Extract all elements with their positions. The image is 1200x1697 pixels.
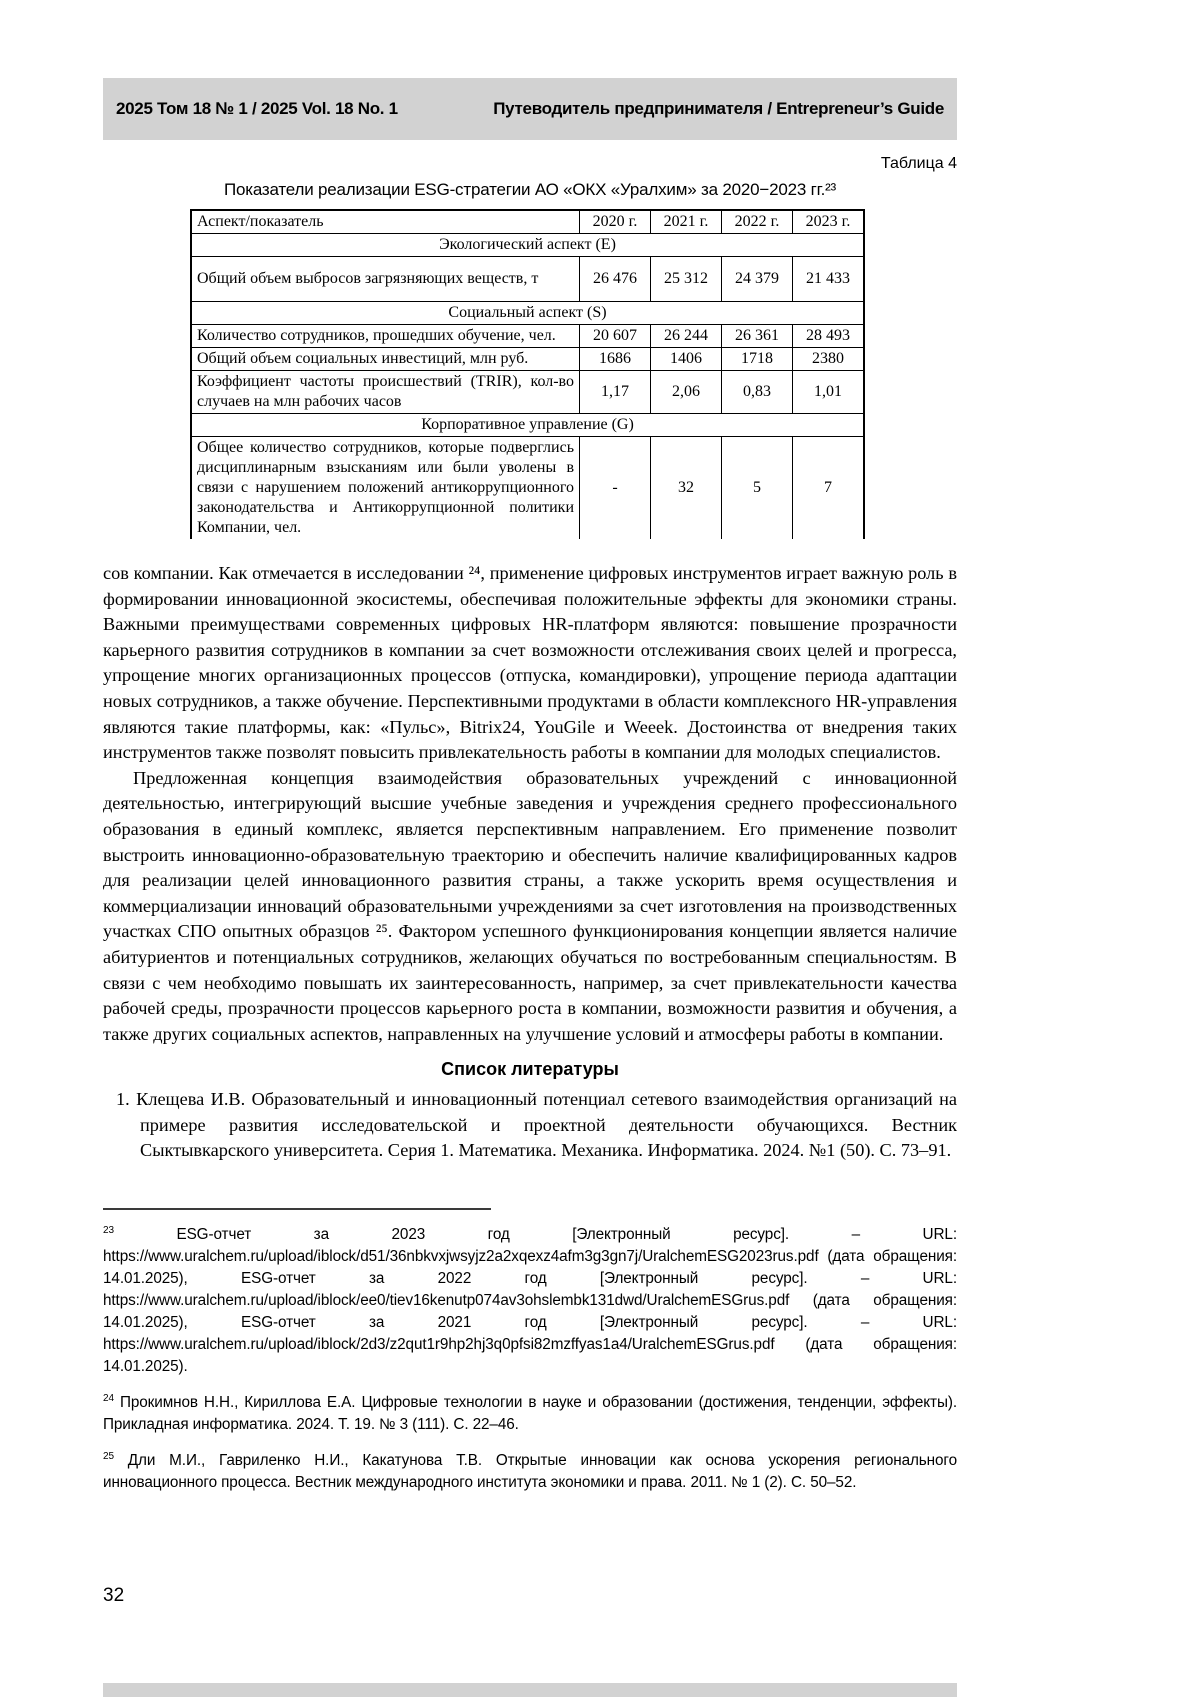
esg-table-body bbox=[191, 234, 864, 540]
row-value: 20 607 bbox=[580, 325, 651, 348]
row-value: 2,06 bbox=[651, 371, 722, 414]
row-label: Общий объем выбросов загрязняющих веществ, т bbox=[191, 257, 580, 302]
section-label: Корпоративное управление (G) bbox=[191, 414, 864, 437]
row-value: 28 493 bbox=[793, 325, 865, 348]
row-value: 26 476 bbox=[580, 257, 651, 302]
col-header-year: 2022 г. bbox=[722, 210, 793, 234]
table-row bbox=[191, 437, 864, 540]
esg-table-head bbox=[191, 210, 864, 234]
reference-number: 1. bbox=[116, 1089, 137, 1110]
table-row bbox=[191, 325, 864, 348]
row-value: 25 312 bbox=[651, 257, 722, 302]
table-section-row bbox=[191, 302, 864, 325]
row-label: Количество сотрудников, прошедших обучение, чел. bbox=[191, 325, 580, 348]
reference-text: Клещева И.В. Образовательный и инновационный потенциал сетевого взаимодействия организаций на примере развития исследовательской и проектной деятельности обучающихся. Вестник Сыктывкарского университета. Серия 1. Математика. Механика. Информатика. 2024. №1 (50). С. 73–91. bbox=[136, 1089, 957, 1161]
row-value: 0,83 bbox=[722, 371, 793, 414]
row-label: Общий объем социальных инвестиций, млн руб. bbox=[191, 348, 580, 371]
row-value: 1686 bbox=[580, 348, 651, 371]
row-value: 5 bbox=[722, 437, 793, 540]
row-value: - bbox=[580, 437, 651, 540]
row-value: 26 244 bbox=[651, 325, 722, 348]
footnote-divider bbox=[103, 1208, 491, 1210]
footnote: $^{25}$ Дли М.И., Гавриленко Н.И., Какатунова Т.В. Открытые инновации как основа ускорения регионального инновационного процесса. Вестник международного института экономики и права. 2011. № 1 (2). С. 50–52. bbox=[103, 1450, 957, 1491]
paragraph: сов компании. Как отмечается в исследовании ²⁴, применение цифровых инструментов играет важную роль в формировании инновационной экосистемы, обеспечивая положительные эффекты для экономики страны. Важными преимуществами современных цифровых HR-платформ являются: повышение прозрачности карьерного развития сотрудников в компании за счет возможности отслеживания своих целей и прогресса, упрощение многих организационных процессов (отпуска, командировки), упрощение периода адаптации новых сотрудников, а также обучение. Перспективными продуктами в области комплексного HR-управления являются такие платформы, как: «Пульс», Bitrix24, YouGile и Weeek. Достоинства от внедрения таких инструментов также позволят повысить привлекательность работы в компании для молодых специалистов. bbox=[103, 563, 957, 763]
table-row bbox=[191, 257, 864, 302]
section-label: Экологический аспект (Е) bbox=[191, 234, 864, 257]
footnote-marker: 25 bbox=[103, 1450, 114, 1462]
row-value: 32 bbox=[651, 437, 722, 540]
col-header-year: 2021 г. bbox=[651, 210, 722, 234]
paragraph: Предложенная концепция взаимодействия образовательных учреждений с инновационной деятельностью, интегрирующий высшие учебные заведения и учреждения среднего профессионального образования в единый комплекс, является перспективным направлением. Его применение позволит выстроить инновационно-образовательную траекторию и обеспечить наличие квалифицированных кадров для реализации целей инновационного развития страны, а также ускорить время осуществления и коммерциализации инноваций образовательными учреждениями за счет изготовления на производственных участках СПО опытных образцов ²⁵. Фактором успешного функционирования концепции является наличие абитуриентов и потенциальных сотрудников, желающих обучаться по востребованным специальностям. В связи с чем необходимо повышать их заинтересованность, например, за счет привлекательности качества рабочей среды, прозрачности процессов карьерного роста в компании, возможности развития и обучения, а также других социальных аспектов, направленных на улучшение условий и атмосферы работы в компании. bbox=[103, 767, 957, 1044]
row-value: 26 361 bbox=[722, 325, 793, 348]
col-header-year: 2023 г. bbox=[793, 210, 865, 234]
reference-item bbox=[103, 1087, 957, 1163]
header-volume-info: 2025 Том 18 № 1 / 2025 Vol. 18 No. 1 bbox=[116, 99, 398, 118]
footnote: $^{24}$ Прокимнов Н.Н., Кириллова Е.А. Цифровые технологии в науке и образовании (достижения, тенденции, эффекты). Прикладная информатика. 2024. Т. 19. № 3 (111). С. 22–46. bbox=[103, 1392, 957, 1433]
row-value: 1,01 bbox=[793, 371, 865, 414]
running-header bbox=[103, 78, 957, 140]
section-label: Социальный аспект (S) bbox=[191, 302, 864, 325]
row-value: 2380 bbox=[793, 348, 865, 371]
row-value: 21 433 bbox=[793, 257, 865, 302]
table-row bbox=[191, 348, 864, 371]
header-journal-title: Путеводитель предпринимателя / Entrepreneur’s Guide bbox=[493, 99, 944, 118]
table-section-row bbox=[191, 414, 864, 437]
col-header-year: 2020 г. bbox=[580, 210, 651, 234]
esg-table bbox=[190, 209, 865, 539]
row-value: 7 bbox=[793, 437, 865, 540]
row-label: Общее количество сотрудников, которые подверглись дисциплинарным взысканиям или были уволены в связи с нарушением положений антикоррупционного законодательства и Антикоррупционной политики Компании, чел. bbox=[191, 437, 580, 540]
body-text bbox=[103, 561, 957, 1047]
footnotes bbox=[103, 1220, 957, 1494]
col-header-aspect: Аспект/показатель bbox=[191, 210, 580, 234]
references-heading: Список литературы bbox=[441, 1059, 619, 1080]
footer-bar bbox=[103, 1683, 957, 1697]
esg-table-header-row bbox=[191, 210, 864, 234]
row-label: Коэффициент частоты происшествий (TRIR), кол-во случаев на млн рабочих часов bbox=[191, 371, 580, 414]
table-row bbox=[191, 371, 864, 414]
table-section-row bbox=[191, 234, 864, 257]
footnote-marker: 23 bbox=[103, 1224, 114, 1236]
reference-list bbox=[103, 1087, 957, 1163]
table-caption: Таблица 4 bbox=[880, 155, 957, 172]
table-title: Показатели реализации ESG-стратегии АО «ОКХ «Уралхим» за 2020−2023 гг.²³ bbox=[223, 180, 837, 199]
page-number: 32 bbox=[103, 1585, 125, 1606]
row-value: 1718 bbox=[722, 348, 793, 371]
row-value: 1406 bbox=[651, 348, 722, 371]
row-value: 1,17 bbox=[580, 371, 651, 414]
row-value: 24 379 bbox=[722, 257, 793, 302]
footnote-marker: 24 bbox=[103, 1392, 114, 1404]
footnote: $^{23}$ ESG-отчет за 2023 год [Электронный ресурс]. – URL: https://www.uralchem.ru/upload/iblock/d51/36nbkvxjwsyjz2a2xqexz4afm3g3gn7j/UralchemESG2023rus.pdf (дата обращения: 14.01.2025), ESG-отчет за 2022 год [Электронный ресурс]. – URL: https://www.uralchem.ru/upload/iblock/ee0/tiev16kenutp074av3ohslembk131dwd/UralchemESGrus.pdf (дата обращения: 14.01.2025), ESG-отчет за 2021 год [Электронный ресурс]. – URL: https://www.uralchem.ru/upload/iblock/2d3/z2qut1r9hp2hj3q0pfsi82mzffyas1a4/UralchemESGrus.pdf (дата обращения: 14.01.2025). bbox=[103, 1224, 957, 1375]
page-content bbox=[103, 0, 957, 1494]
